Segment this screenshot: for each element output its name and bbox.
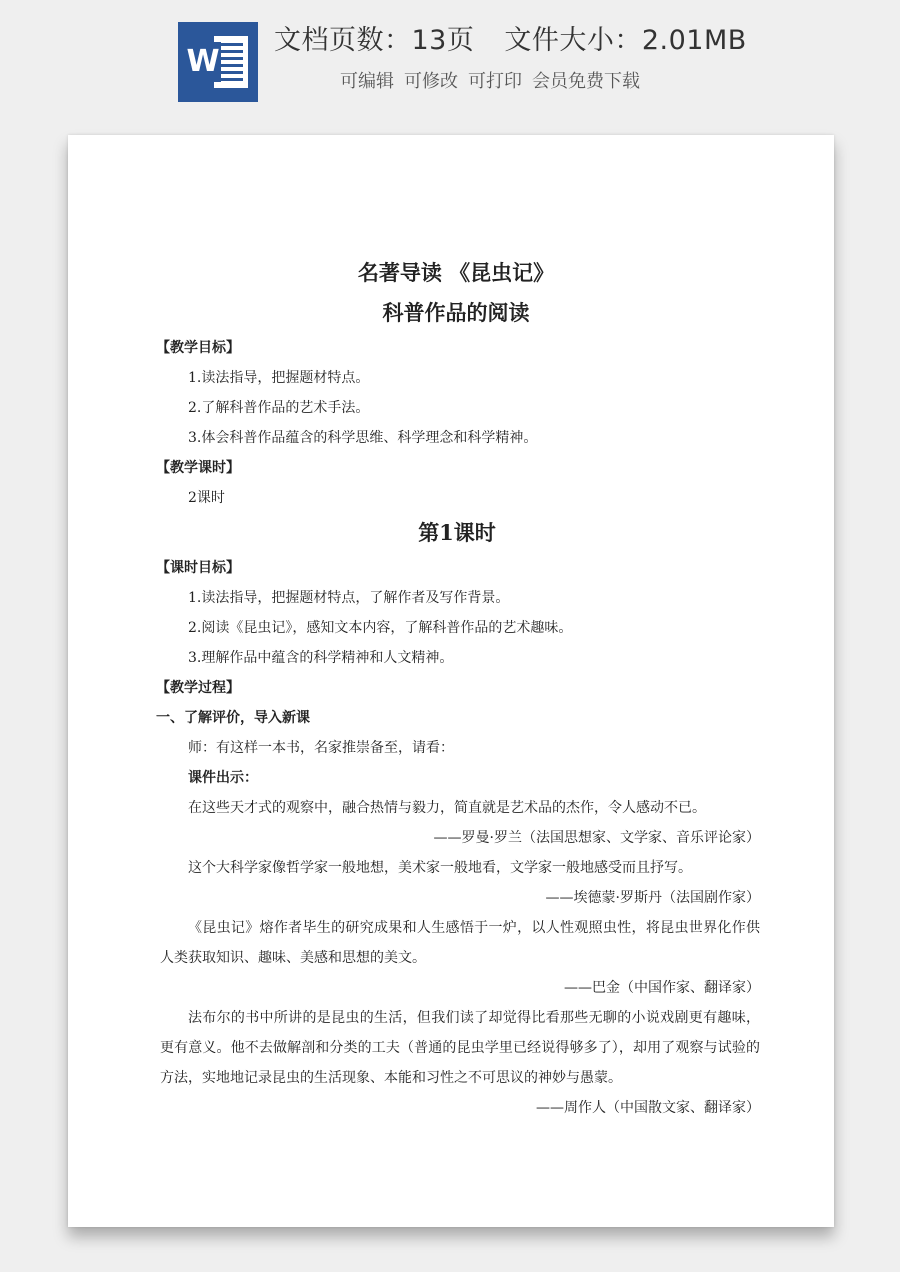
quote-source: ——罗曼·罗兰（法国思想家、文学家、音乐评论家） [433, 830, 760, 846]
lesson-goal-item: 2.阅读《昆虫记》，感知文本内容，了解科普作品的艺术趣味。 [188, 620, 573, 636]
feature-editable: 可编辑 [340, 71, 394, 92]
banner-title [274, 18, 747, 57]
document-subtitle: 科普作品的阅读 [382, 300, 530, 325]
quote-text: 《昆虫记》熔作者毕生的研究成果和人生感悟于一炉，以人性观照虫性，将昆虫世界化作供人类获取知识、趣味、美感和思想的美文。 [160, 920, 760, 966]
lesson-goals-heading: 【课时目标】 [156, 560, 240, 576]
document-page [68, 135, 834, 1227]
teaching-goal-item: 3.体会科普作品蕴含的科学思维、科学理念和科学精神。 [188, 430, 538, 446]
teaching-process-heading: 【教学过程】 [156, 680, 240, 696]
step-one-heading: 一、了解评价，导入新课 [156, 710, 310, 726]
feature-printable: 可打印 [468, 71, 522, 92]
word-icon-letter: W [185, 42, 221, 82]
quote-source: ——周作人（中国散文家、翻译家） [536, 1100, 760, 1116]
teaching-goals-heading: 【教学目标】 [156, 340, 240, 356]
word-document-icon [178, 22, 258, 102]
courseware-label: 课件出示： [188, 770, 258, 786]
quote-text: 这个大科学家像哲学家一般地想，美术家一般地看，文学家一般地感受而且抒写。 [188, 860, 692, 876]
teaching-goal-item: 2.了解科普作品的艺术手法。 [188, 400, 370, 416]
feature-modifiable: 可修改 [404, 71, 458, 92]
teaching-hours-heading: 【教学课时】 [156, 460, 240, 476]
teaching-goal-item: 1.读法指导，把握题材特点。 [188, 370, 370, 386]
lesson-goal-item: 1.读法指导，把握题材特点，了解作者及写作背景。 [188, 590, 510, 606]
lesson-title: 第1课时 [418, 520, 496, 545]
document-content [156, 253, 760, 1123]
teacher-line: 师：有这样一本书，名家推崇备至，请看： [188, 740, 454, 756]
download-banner [0, 0, 900, 118]
quote-text: 法布尔的书中所讲的是昆虫的生活，但我们读了却觉得比看那些无聊的小说戏剧更有趣味，更有意义。他不去做解剖和分类的工夫（普通的昆虫学里已经说得够多了），却用了观察与试验的方法，实地地记录昆虫的生活现象、本能和习性之不可思议的神妙与愚蒙。 [160, 1010, 760, 1086]
document-title: 名著导读 《昆虫记》 [357, 260, 555, 285]
quote-text: 在这些天才式的观察中，融合热情与毅力，简直就是艺术品的杰作，令人感动不已。 [188, 800, 706, 816]
lesson-goal-item: 3.理解作品中蕴含的科学精神和人文精神。 [188, 650, 454, 666]
banner-features [340, 67, 650, 93]
teaching-hours-value: 2课时 [188, 490, 225, 506]
quote-source: ——巴金（中国作家、翻译家） [564, 980, 760, 996]
feature-member-download: 会员免费下载 [532, 71, 640, 92]
file-size: 文件大小：2.01MB [504, 25, 747, 56]
page-count: 文档页数：13页 [274, 25, 475, 56]
quote-source: ——埃德蒙·罗斯丹（法国剧作家） [545, 890, 760, 906]
